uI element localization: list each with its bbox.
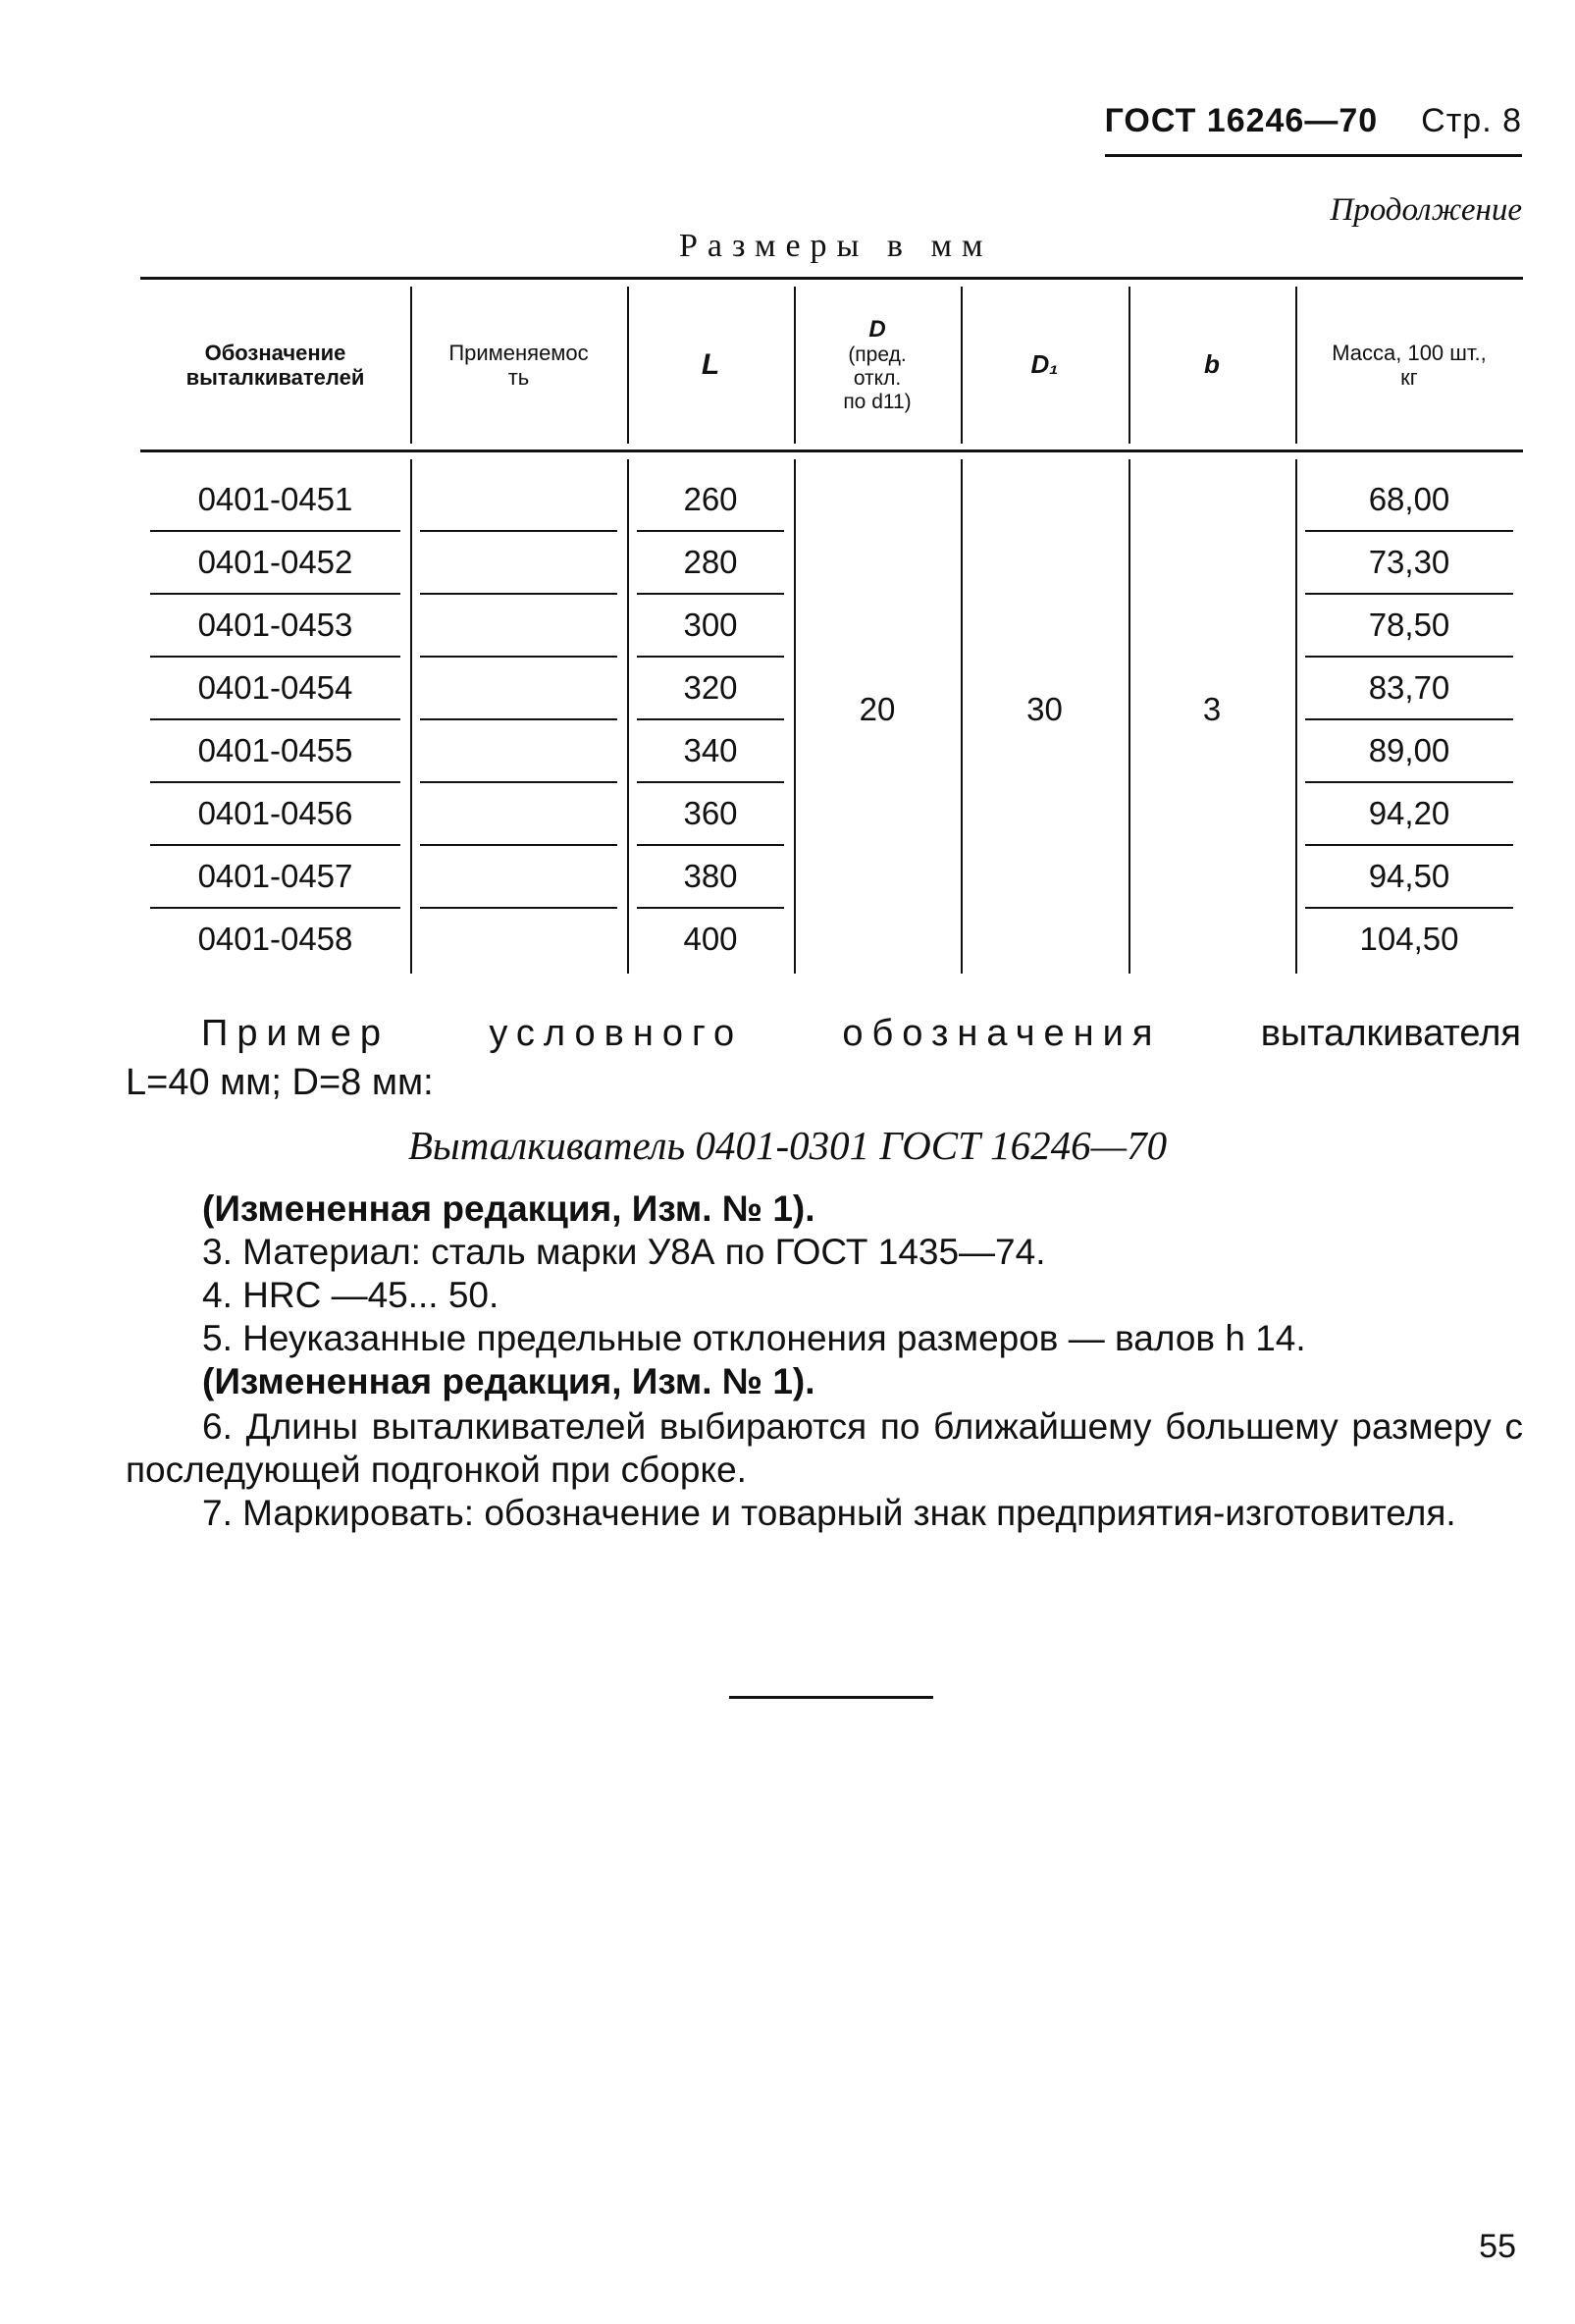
cell-designation: 0401-0458 xyxy=(197,921,353,957)
cell-L: 320 xyxy=(683,669,738,706)
cell-applicability xyxy=(410,909,627,970)
amendment-note-1: (Измененная редакция, Изм. № 1). xyxy=(202,1188,815,1229)
table-top-rule xyxy=(140,277,1523,280)
cell-applicability xyxy=(410,595,627,656)
col-header-D1: D₁ xyxy=(1030,349,1059,380)
cell-mass: 78,50 xyxy=(1368,607,1450,643)
col-header-D: D (пред. откл. по d11) xyxy=(843,315,912,413)
page-header xyxy=(1105,102,1522,157)
cell-D-merged: 20 xyxy=(859,691,896,727)
table-header-rule xyxy=(140,449,1523,452)
cell-designation: 0401-0457 xyxy=(197,858,353,894)
page-number: 55 xyxy=(1479,2228,1516,2265)
cell-L: 340 xyxy=(683,732,738,768)
col-header-L: L xyxy=(701,347,720,381)
cell-L: 260 xyxy=(683,481,738,517)
col-header-b: b xyxy=(1204,349,1220,380)
standard-number: ГОСТ 16246—70 xyxy=(1104,102,1379,139)
col-header-applicability: Применяемость xyxy=(448,340,589,390)
end-divider xyxy=(729,1696,933,1699)
units-caption: Размеры в мм xyxy=(679,228,993,264)
note-material: 3. Материал: сталь марки У8А по ГОСТ 1435—74. xyxy=(202,1232,1046,1272)
note-tolerances: 5. Неуказанные предельные отклонения размеров — валов h 14. xyxy=(202,1318,1306,1358)
example-designation: Выталкиватель 0401-0301 ГОСТ 16246—70 xyxy=(407,1123,1168,1168)
note-hardness: 4. HRC —45... 50. xyxy=(202,1275,499,1315)
cell-L: 280 xyxy=(683,544,738,580)
cell-designation: 0401-0451 xyxy=(197,481,353,517)
cell-mass: 89,00 xyxy=(1368,732,1450,768)
cell-L: 360 xyxy=(683,795,738,831)
example-dimensions: L=40 мм; D=8 мм: xyxy=(126,1062,434,1103)
cell-designation: 0401-0455 xyxy=(197,732,353,768)
example-heading: Пример условного обозначения выталкивателя xyxy=(201,1013,1521,1054)
cell-applicability xyxy=(410,846,627,907)
cell-b-merged: 3 xyxy=(1202,691,1222,727)
continuation-label: Продолжение xyxy=(1330,192,1522,228)
page-indicator: Стр. 8 xyxy=(1421,102,1522,139)
cell-mass: 68,00 xyxy=(1368,481,1450,517)
cell-applicability xyxy=(410,658,627,718)
cell-mass: 94,20 xyxy=(1368,795,1450,831)
cell-designation: 0401-0452 xyxy=(197,544,353,580)
cell-applicability xyxy=(410,469,627,530)
cell-L: 300 xyxy=(683,607,738,643)
cell-mass: 73,30 xyxy=(1368,544,1450,580)
col-header-designation: Обозначение выталкивателей xyxy=(185,340,365,390)
cell-L: 380 xyxy=(683,858,738,894)
cell-designation: 0401-0454 xyxy=(197,669,353,706)
note-marking: 7. Маркировать: обозначение и товарный знак предприятия-изготовителя. xyxy=(202,1493,1456,1533)
cell-designation: 0401-0456 xyxy=(197,795,353,831)
dimensions-table xyxy=(140,277,1523,983)
cell-applicability xyxy=(410,783,627,844)
cell-D1-merged: 30 xyxy=(1026,691,1063,727)
cell-L: 400 xyxy=(683,921,738,957)
cell-mass: 94,50 xyxy=(1368,858,1450,894)
col-header-mass: Масса, 100 шт., кг xyxy=(1332,340,1487,390)
cell-designation: 0401-0453 xyxy=(197,607,353,643)
cell-mass: 104,50 xyxy=(1359,921,1459,957)
cell-applicability xyxy=(410,532,627,593)
amendment-note-2: (Измененная редакция, Изм. № 1). xyxy=(202,1361,815,1401)
cell-mass: 83,70 xyxy=(1368,669,1450,706)
cell-applicability xyxy=(410,720,627,781)
note-lengths: 6. Длины выталкивателей выбираются по ближайшему большему размеру с последующей подгонкой при сборке. xyxy=(126,1406,1523,1490)
